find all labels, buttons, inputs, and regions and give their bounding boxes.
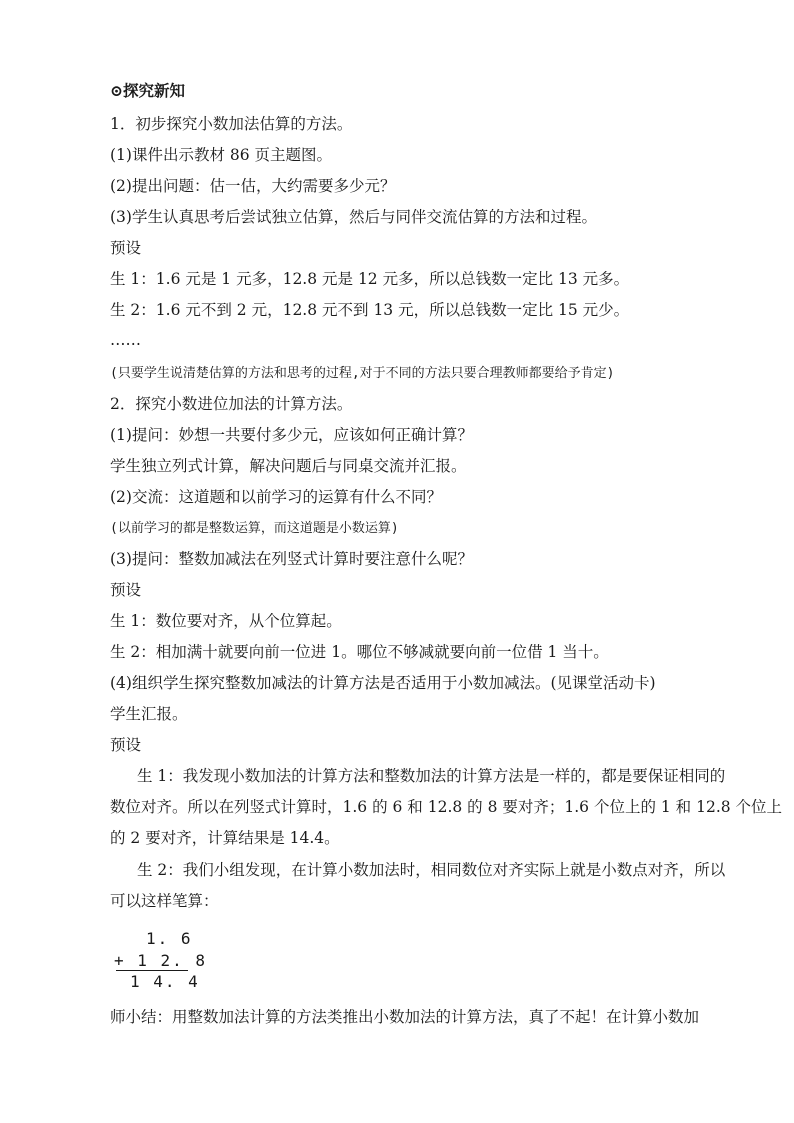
paragraph-line: 师小结：用整数加法计算的方法类推出小数加法的计算方法，真了不起！在计算小数加 (110, 1008, 700, 1026)
paragraph-line: 学生汇报。 (110, 705, 188, 723)
paragraph-line: 预设 (110, 581, 142, 599)
section-heading: ⊙探究新知 (110, 81, 185, 100)
paragraph-line: 生 1：数位要对齐，从个位算起。 (110, 612, 342, 630)
paragraph-line: 1．初步探究小数加法估算的方法。 (110, 115, 353, 133)
paragraph-line: 数位对齐。所以在列竖式计算时，1.6 的 6 和 12.8 的 8 要对齐；1.6 个位上的 1 和 12.8 个位上 (110, 798, 783, 816)
paragraph-line: 学生独立列式计算，解决问题后与同桌交流并汇报。 (110, 457, 467, 475)
teacher-note: (只要学生说清楚估算的方法和思考的过程,对于不同的方法只要合理教师都要给予肯定) (110, 366, 615, 381)
paragraph-line: (3)学生认真思考后尝试独立估算，然后与同伴交流估算的方法和过程。 (110, 208, 597, 226)
paragraph-line: (1)提问：妙想一共要付多少元，应该如何正确计算？ (110, 426, 473, 444)
sum-rule (116, 970, 188, 971)
paragraph-line: 可以这样笔算： (110, 892, 219, 910)
paragraph-line: 生 2：相加满十就要向前一位进 1。哪位不够减就要向前一位借 1 当十。 (110, 643, 609, 661)
paragraph-line: (2)交流：这道题和以前学习的运算有什么不同？ (110, 488, 442, 506)
paragraph-line: 预设 (110, 239, 142, 257)
paragraph-line: 生 2：我们小组发现，在计算小数加法时，相同数位对齐实际上就是小数点对齐，所以 (137, 861, 726, 879)
paragraph-line: 生 1：1.6 元是 1 元多，12.8 元是 12 元多，所以总钱数一定比 13 元多。 (110, 270, 630, 288)
paragraph-line: (4)组织学生探究整数加减法的计算方法是否适用于小数加减法。(见课堂活动卡) (110, 674, 656, 692)
paragraph-line: 生 2：1.6 元不到 2 元，12.8 元不到 13 元，所以总钱数一定比 15 元少。 (110, 301, 630, 319)
paragraph-line: 2．探究小数进位加法的计算方法。 (110, 395, 353, 413)
addend-row: + 1 2. 8 (114, 951, 208, 970)
teacher-note: (以前学习的都是整数运算，而这道题是小数运算) (110, 521, 399, 536)
sum-row: 1 4. 4 (130, 972, 200, 991)
paragraph-line: 生 1：我发现小数加法的计算方法和整数加法的计算方法是一样的，都是要保证相同的 (137, 767, 726, 785)
paragraph-line: …… (110, 331, 141, 349)
addend-row: 1. 6 (146, 929, 193, 948)
paragraph-line: (3)提问：整数加减法在列竖式计算时要注意什么呢？ (110, 550, 473, 568)
paragraph-line: (1)课件出示教材 86 页主题图。 (110, 146, 333, 164)
paragraph-line: 的 2 要对齐，计算结果是 14.4。 (110, 829, 340, 847)
paragraph-line: 预设 (110, 736, 142, 754)
paragraph-line: (2)提出问题：估一估，大约需要多少元？ (110, 177, 396, 195)
